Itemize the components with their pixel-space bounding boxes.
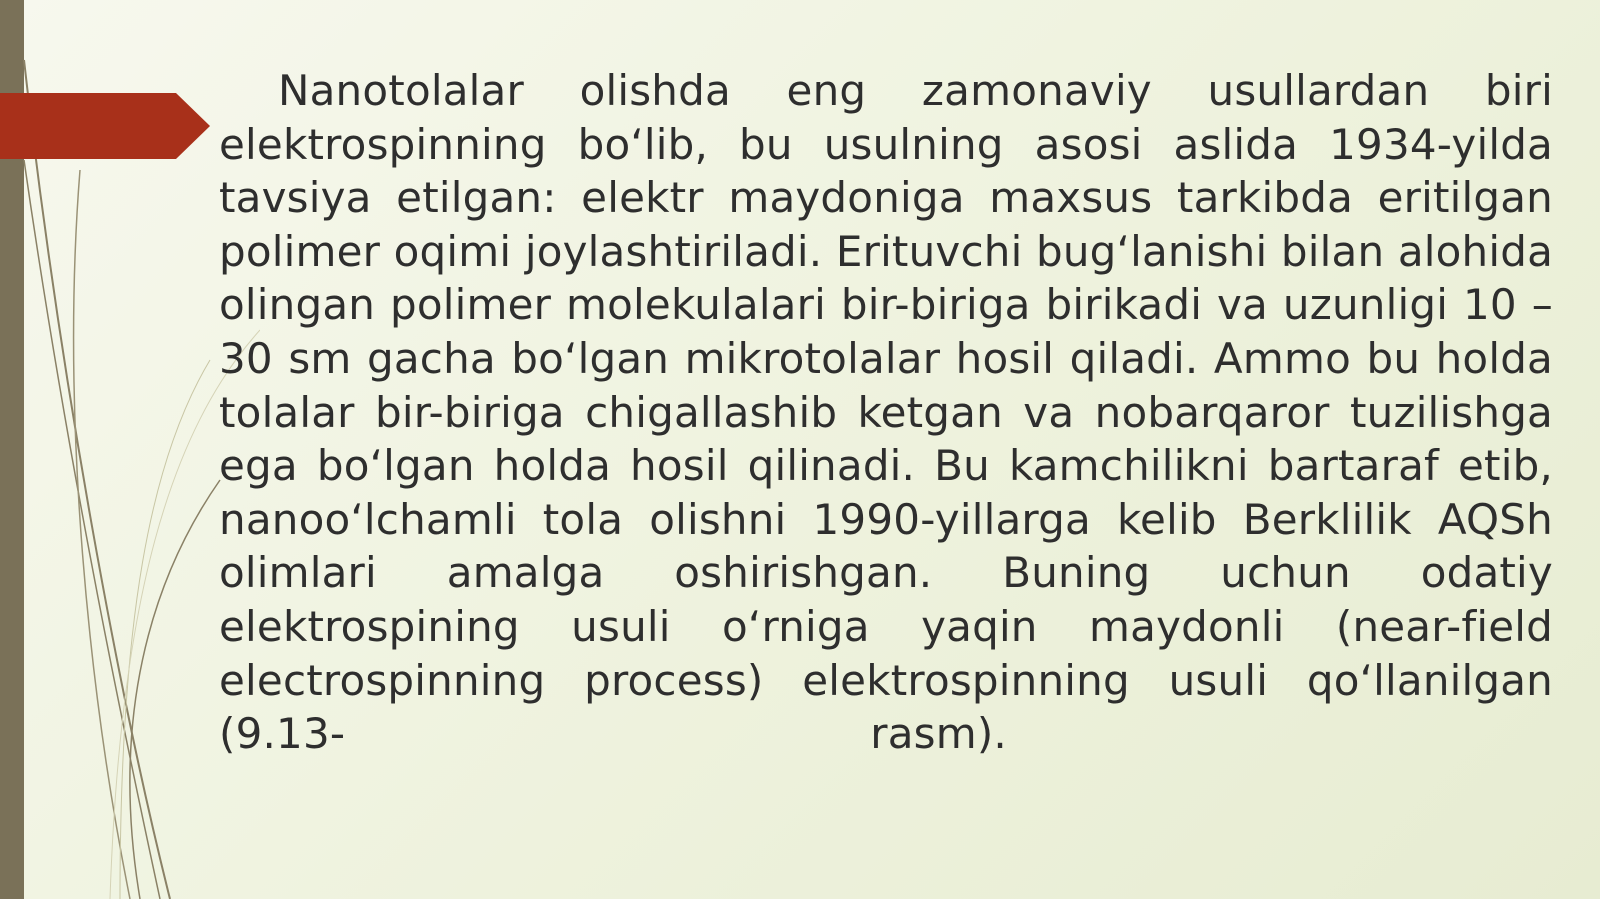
paragraph-line: tolalar bir-biriga chigallashib ketgan va nobarqaror tuzilishga — [219, 387, 1553, 437]
body-paragraph — [219, 64, 1553, 784]
paragraph-line: tavsiya etilgan: elektr maydoniga maxsus tarkibda eritilgan — [219, 173, 1553, 223]
paragraph-line: 30 sm gacha bo‘lgan mikrotolalar hosil qiladi. Ammo bu holda — [219, 333, 1553, 383]
paragraph-line: Nanotolalar olishda eng zamonaviy usullardan biri — [278, 66, 1553, 115]
paragraph-last-line — [219, 707, 1007, 761]
paragraph-line: electrospinning process) elektrospinning usuli qo‘llanilgan — [219, 655, 1553, 705]
paragraph-line: ega bo‘lgan holda hosil qilinadi. Bu kamchilikni bartaraf etib, — [219, 441, 1553, 491]
paragraph-line: elektrospining usuli o‘rniga yaqin maydonli (near-field — [219, 601, 1553, 651]
figure-reference-end: rasm). — [870, 709, 1007, 759]
paragraph-line: elektrospinning bo‘lib, bu usulning asosi aslida 1934-yilda — [219, 119, 1553, 169]
paragraph-line: olimlari amalga oshirishgan. Buning uchun odatiy — [219, 548, 1553, 598]
paragraph-line: polimer oqimi joylashtiriladi. Erituvchi bug‘lanishi bilan alohida — [219, 226, 1554, 276]
figure-reference-start: (9.13- — [219, 709, 346, 759]
red-arrow-icon — [0, 93, 210, 159]
paragraph-line: nanoo‘lchamli tola olishni 1990-yillarga kelib Berklilik AQSh — [219, 494, 1553, 544]
paragraph-line: olingan polimer molekulalari bir-biriga birikadi va uzunligi 10 – — [219, 280, 1553, 330]
